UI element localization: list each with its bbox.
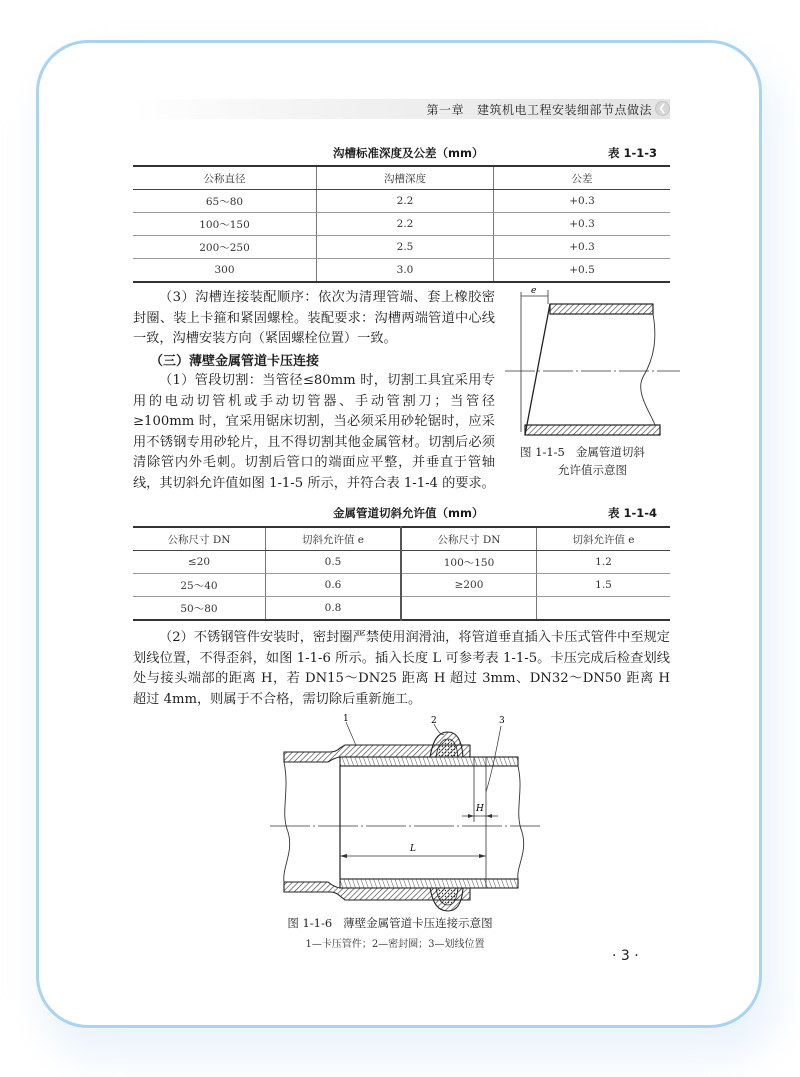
cell: 65～80 [133,190,317,213]
running-header-chapter: 第一章 建筑机电工程安装细部节点做法 [426,103,652,117]
svg-text:L: L [410,844,416,854]
cell: 0.6 [266,574,402,597]
cell: 1.2 [537,551,671,574]
cell: ≤20 [133,551,266,574]
table-1-1-3 [133,165,670,283]
svg-text:2: 2 [431,716,437,726]
svg-text:3: 3 [499,716,505,726]
table-1-1-3-number: 表 1-1-3 [608,146,658,160]
paragraph-1-pipe-cutting: （1）管段切割：当管径≤80mm 时，切割工具宜采用专用的电动切管机或手动切管器、手动管割刀；当管径≥100mm 时，宜采用锯床切割，当必须采用砂轮锯时，应采用不锈钢专用砂轮片，且不得切割其他金属管材。切割后必须清除管内外毛刺。切割后管口的端面应平整，并垂直于管轴线，其切斜允许值如图 1-1-5 所示，并符合表 1-1-4 的要求。 [133,373,495,491]
col-header: 切斜允许值 e [266,527,402,551]
col-header: 公差 [494,166,671,190]
table-header-row [133,527,670,551]
figure-1-1-5-caption-line2: 允许值示意图 [558,463,627,477]
cell: +0.3 [494,213,671,236]
back-arrow-icon[interactable]: ❮ [655,101,670,116]
cell: 0.8 [266,597,402,621]
svg-text:e: e [531,286,537,296]
cell [537,597,671,621]
svg-text:1: 1 [343,714,349,724]
cell [401,597,537,621]
paragraph-3-groove-assembly: （3）沟槽连接装配顺序：依次为清理管端、套上橡胶密封圈、装上卡箍和紧固螺栓。装配要求：沟槽两端管道中心线一致，沟槽安装方向（紧固螺栓位置）一致。 [133,290,495,346]
paragraph-2-stainless-install: （2）不锈钢管件安装时，密封圈严禁使用润滑油，将管道垂直插入卡压式管件中至规定划线位置，不得歪斜，如图 1-1-6 所示。插入长度 L 可参考表 1-1-5。卡压完成后检查划线处与接头端部的距离 H，若 DN15～DN25 距离 H 超过 3mm、DN32～DN50 距离 H 超过 4mm，则属于不合格，需切除后重新施工。 [133,630,670,707]
col-header: 公称尺寸 DN [401,527,537,551]
table-row [133,551,670,574]
table-row [133,597,670,621]
table-row [133,190,670,213]
cell: 25～40 [133,574,266,597]
figure-1-1-6-caption: 图 1-1-6 薄壁金属管道卡压连接示意图 [287,916,493,930]
cell: 0.5 [266,551,402,574]
svg-text:H: H [476,804,484,814]
table-row [133,259,670,283]
cell: +0.3 [494,190,671,213]
cell: 100～150 [133,213,317,236]
page-number: · 3 · [612,948,639,964]
figure-1-1-6-legend: 1—卡压管件；2—密封圈；3—划线位置 [305,939,485,950]
cell: 50～80 [133,597,266,621]
cell: 3.0 [317,259,494,283]
table-row [133,236,670,259]
col-header: 沟槽深度 [317,166,494,190]
cell: +0.5 [494,259,671,283]
table-1-1-4 [133,526,670,621]
col-header: 切斜允许值 e [537,527,671,551]
cell: 2.2 [317,190,494,213]
figure-1-1-5-caption-line1: 图 1-1-5 金属管道切斜 [520,445,645,459]
figure-1-1-5-pipe-cut-diagram [505,282,680,437]
cell: 2.5 [317,236,494,259]
table-row [133,213,670,236]
cell: 200～250 [133,236,317,259]
cell: +0.3 [494,236,671,259]
col-header: 公称直径 [133,166,317,190]
table-1-1-4-title: 金属管道切斜允许值（mm） [333,506,484,520]
section-title-thin-wall-press: （三）薄壁金属管道卡压连接 [150,354,320,369]
col-header: 公称尺寸 DN [133,527,266,551]
cell: ≥200 [401,574,537,597]
cell: 1.5 [537,574,671,597]
table-row [133,574,670,597]
figure-1-1-6-press-fitting-diagram [270,712,540,912]
cell: 300 [133,259,317,283]
cell: 2.2 [317,213,494,236]
table-1-1-4-number: 表 1-1-4 [608,506,658,520]
cell: 100～150 [401,551,537,574]
table-header-row [133,166,670,190]
table-1-1-3-title: 沟槽标准深度及公差（mm） [333,146,484,160]
